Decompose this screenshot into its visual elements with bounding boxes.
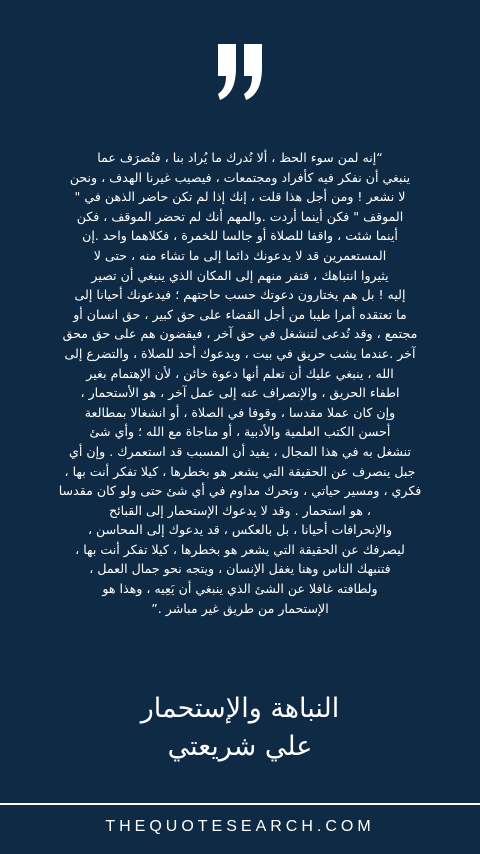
footer-divider bbox=[0, 803, 480, 805]
book-title: النباهة والإستحمار bbox=[140, 693, 340, 724]
site-name[interactable]: THEQUOTESEARCH.COM bbox=[105, 818, 375, 835]
quote-icon bbox=[0, 40, 480, 110]
quote-text: “إنه لمن سوء الحظ ، ألا نُدرك ما يُراد بنا ، فنُصرَف عما ينبغي أن نفكر فيه كأفراد ومجتمعات ، فيصيب غيرنا الهدف ، ونحن لا نشعر ! ومن أجل هذا قلت ، إنك إذا لم تكن حاضر الذهن في " الموقف " فكن أينما أردت .والمهم أنك لم تحضر الموقف ، فكن أينما شئت ، واقفا للصلاة أو جالسا للخمرة ، فكلاهما واحد .إن المستعمرين قد لا يدعونك دائما إلى ما تشاء منه ، حتى لا يثيروا انتباهك ، فتفر منهم إلى المكان الذي ينبغي أن تصير إليه ! بل هم يختارون دعوتك حسب حاجتهم ؛ فيدعونك أحيانا إلى ما تعتقده أمرا طيبا من أجل القضاء على حق كبير ، حق انسان أو مجتمع ، وقد تُدعى لتنشغل في حق آخر ، فيقضون هم على حق محق آخر .عندما يشب حريق في بيت ، ويدعوك أحد للصلاة ، والتضرع إلى الله ، ينبغي عليك أن تعلم أنها دعوة خائن ، لأن الإهتمام بغير اطفاء الحريق ، والإنصراف عنه إلى عمل آخر ، هو الأستحمار ، وإن كان عملا مقدسا ، وقوفا في الصلاة ، أو انشغالا بمطالعة أحسن الكتب العلمية والأدبية ، أو مناجاة مع الله ؛ وأي شئ تنشغل به في هذا المجال ، يفيد أن المسبب قد استعمرك . وإن أي جبل ينصرف عن الحقيقة التي يشعر هو بخطرها ، كيلا تفكر أنت بها ، فكري ، ومسير حياتي ، وتحرك مداوم في أي شئ حتى ولو كان مقدسا ، هو استحمار . وقد لا يدعوك الإستحمار إلى القبائح والإنحرافات أحيانا ، بل بالعكس ، قد يدعوك إلى المحاسن ، ليصرفك عن الحقيقة التي يشعر هو بخطرها ، كيلا تفكر أنت بها ، فتنبهك الناس وهنا يغفل الإنسان ، ويتجه نحو جمال العمل ، ولطافته غافلا عن الشئ الذي ينبغي أن يَعِيه ، وهذا هو الإستحمار من طريق غير مباشر .” bbox=[58, 150, 422, 616]
author-name: علي شريعتي bbox=[167, 731, 313, 762]
